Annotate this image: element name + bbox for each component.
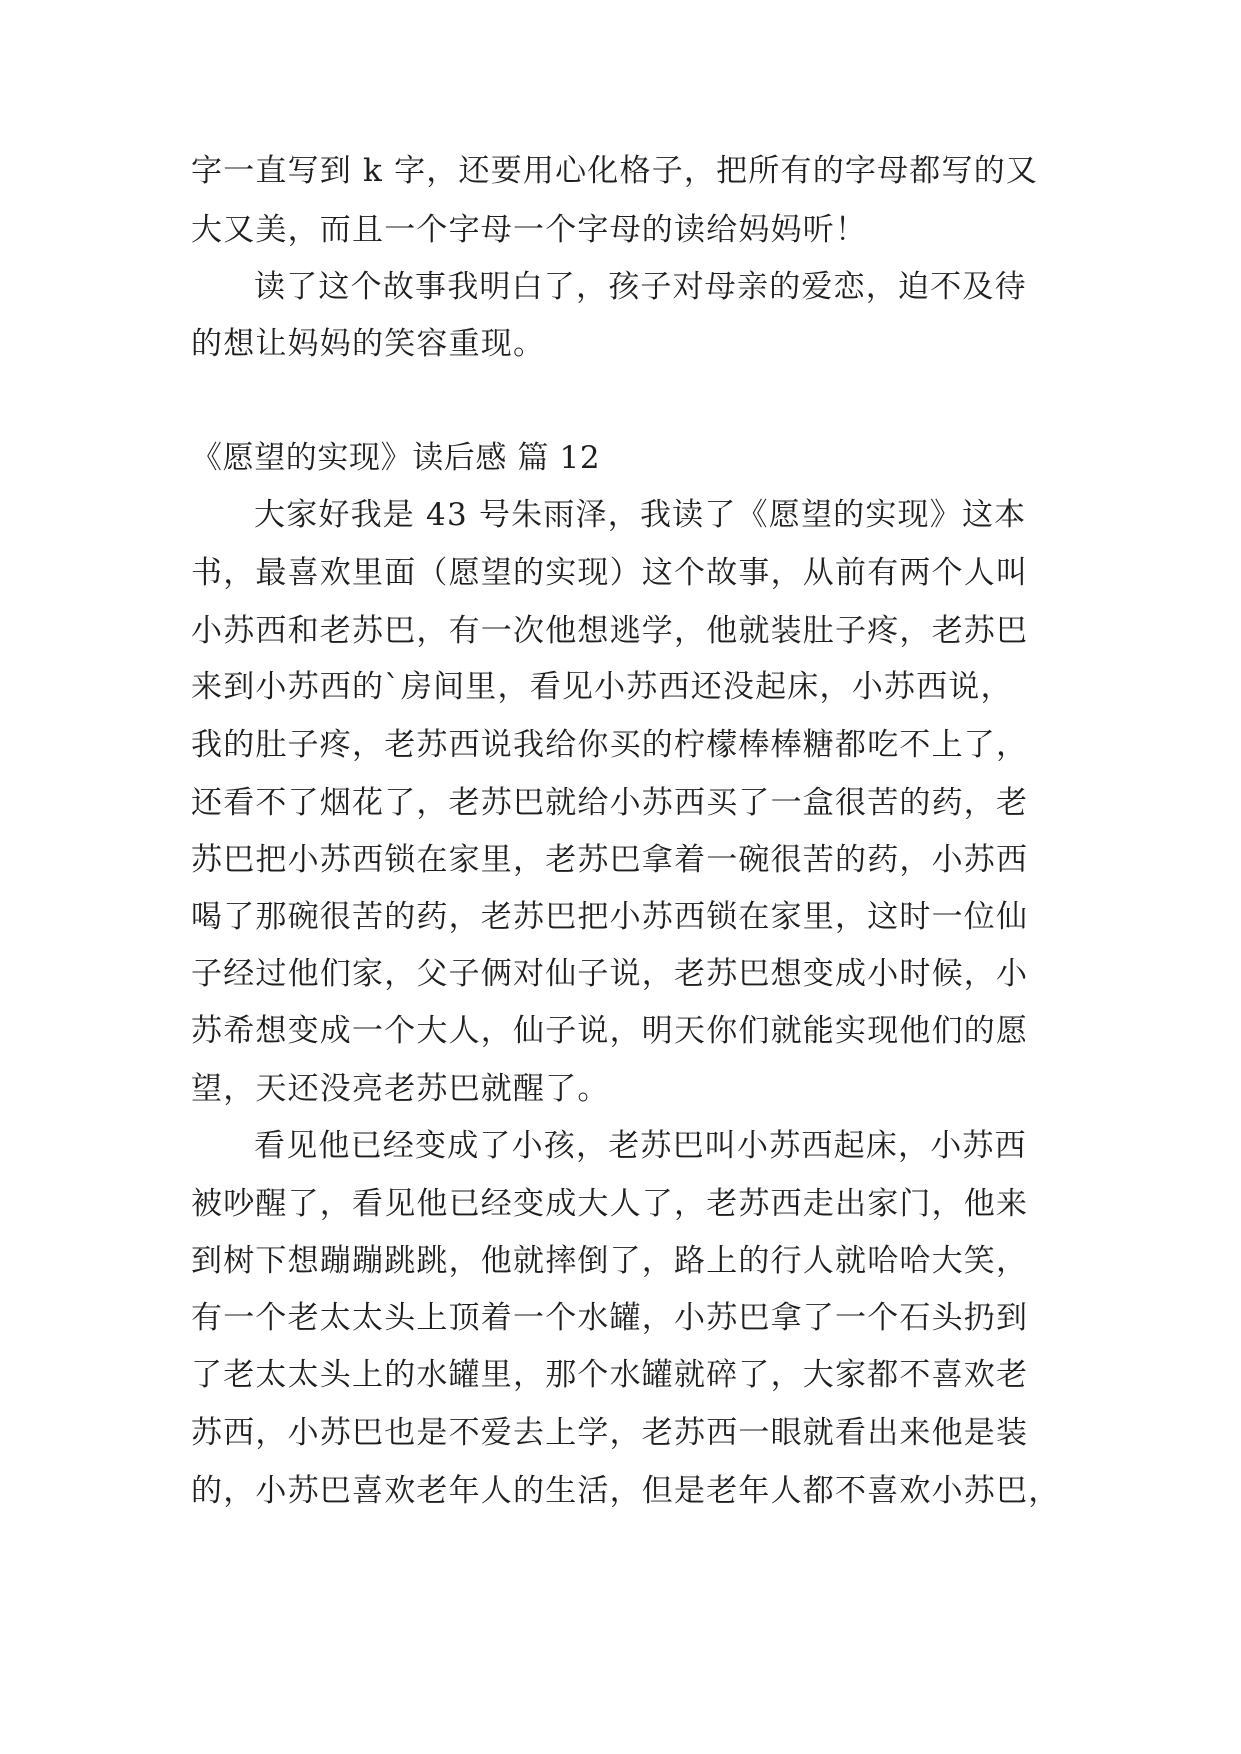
text-line: 大家好我是 43 号朱雨泽，我读了《愿望的实现》这本 xyxy=(254,497,1027,533)
text-line: 望，天还没亮老苏巴就醒了。 xyxy=(191,1071,610,1107)
text-line: 字一直写到 k 字，还要用心化格子，把所有的字母都写的又 xyxy=(191,153,1039,189)
text-line: 书，最喜欢里面（愿望的实现）这个故事，从前有两个人叫 xyxy=(191,555,1029,591)
text-line: 苏希想变成一个大人，仙子说，明天你们就能实现他们的愿 xyxy=(191,1013,1029,1049)
text-line: 子经过他们家，父子俩对仙子说，老苏巴想变成小时候，小 xyxy=(191,956,1029,992)
text-line: 苏西，小苏巴也是不爱去上学，老苏西一眼就看出来他是装 xyxy=(191,1415,1029,1451)
text-line: 还看不了烟花了，老苏巴就给小苏西买了一盒很苦的药，老 xyxy=(191,785,1029,821)
text-line: 被吵醒了，看见他已经变成大人了，老苏西走出家门，他来 xyxy=(191,1186,1029,1222)
text-line: 来到小苏西的`房间里，看见小苏西还没起床，小苏西说， xyxy=(191,669,1013,705)
text-line: 有一个老太太头上顶着一个水罐，小苏巴拿了一个石头扔到 xyxy=(191,1300,1029,1336)
text-line: 了老太太头上的水罐里，那个水罐就碎了，大家都不喜欢老 xyxy=(191,1357,1029,1393)
text-line: 的想让妈妈的笑容重现。 xyxy=(191,326,546,362)
text-line: 看见他已经变成了小孩，老苏巴叫小苏西起床，小苏西 xyxy=(254,1128,1027,1164)
text-line: 苏巴把小苏西锁在家里，老苏巴拿着一碗很苦的药，小苏西 xyxy=(191,842,1029,878)
text-line: 喝了那碗很苦的药，老苏巴把小苏西锁在家里，这时一位仙 xyxy=(191,899,1029,935)
text-line: 到树下想蹦蹦跳跳，他就摔倒了，路上的行人就哈哈大笑， xyxy=(191,1243,1029,1279)
text-line: 的，小苏巴喜欢老年人的生活，但是老年人都不喜欢小苏巴， xyxy=(191,1473,1061,1509)
text-line: 小苏西和老苏巴，有一次他想逃学，他就装肚子疼，老苏巴 xyxy=(191,613,1029,649)
section-heading: 《愿望的实现》读后感 篇 12 xyxy=(191,440,601,476)
text-line: 读了这个故事我明白了，孩子对母亲的爱恋，迫不及待 xyxy=(254,269,1027,305)
text-line: 我的肚子疼，老苏西说我给你买的柠檬棒棒糖都吃不上了， xyxy=(191,727,1029,763)
text-line: 大又美，而且一个字母一个字母的读给妈妈听！ xyxy=(191,212,868,248)
